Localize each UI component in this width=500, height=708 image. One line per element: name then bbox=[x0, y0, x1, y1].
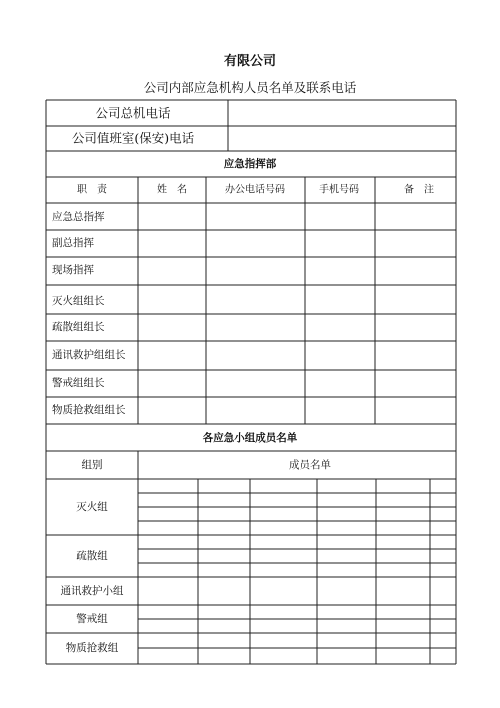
header-office-phone: 办公电话号码 bbox=[225, 184, 285, 196]
group-evacuation: 疏散组 bbox=[76, 550, 108, 562]
role-evacuation-leader: 疏散组组长 bbox=[52, 321, 105, 333]
header-name: 姓 名 bbox=[157, 184, 187, 196]
company-title: 有限公司 bbox=[223, 54, 276, 69]
header-remarks: 备 注 bbox=[404, 184, 434, 196]
header-group: 组别 bbox=[81, 459, 103, 471]
document-subtitle: 公司内部应急机构人员名单及联系电话 bbox=[143, 80, 357, 95]
role-deputy-commander: 副总指挥 bbox=[52, 237, 94, 249]
header-duty: 职 责 bbox=[77, 184, 107, 196]
header-mobile: 手机号码 bbox=[319, 184, 359, 196]
role-site-commander: 现场指挥 bbox=[52, 264, 94, 276]
switchboard-label: 公司总机电话 bbox=[95, 105, 171, 121]
group-security: 警戒组 bbox=[76, 613, 108, 625]
group-section-title: 各应急小组成员名单 bbox=[202, 432, 298, 444]
duty-room-label: 公司值班室(保安)电话 bbox=[71, 130, 195, 146]
group-firefighting: 灭火组 bbox=[76, 501, 108, 513]
role-security-leader: 警戒组组长 bbox=[52, 377, 105, 389]
role-firefighting-leader: 灭火组组长 bbox=[52, 295, 105, 307]
role-material-rescue-leader: 物质抢救组组长 bbox=[52, 404, 126, 416]
role-chief-commander: 应急总指挥 bbox=[52, 211, 105, 223]
group-material-rescue: 物质抢救组 bbox=[65, 642, 119, 654]
group-rescue-comm: 通讯救护小组 bbox=[60, 585, 124, 597]
role-rescue-comm-leader: 通讯救护组组长 bbox=[52, 349, 126, 361]
header-members: 成员名单 bbox=[289, 459, 331, 471]
command-section-title: 应急指挥部 bbox=[223, 158, 277, 170]
